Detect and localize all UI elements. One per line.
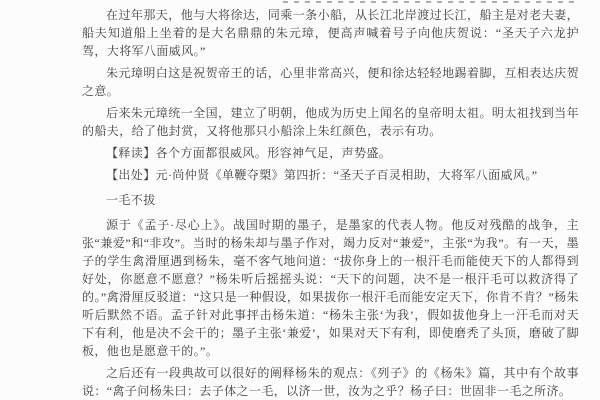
story-bafengweifeng-ending: 后来朱元璋统一全国，建立了明朝，他成为历史上闻名的皇帝明太祖。明太祖找到当年的船夫，给了他封赏，又将他那只小船涂上朱红颜色，表示有功。 [82,106,579,138]
idiom-heading-yimaobuba: 一毛不拔 [106,193,156,207]
shidu-note: 【释读】各个方面都很威风。形容神气足，声势盛。 [106,146,392,160]
story-bafengweifeng-reaction: 朱元璋明白这是祝贺帝王的话，心里非常高兴，便和徐达轻轻地踢着脚，互相表达庆贺之意。 [82,66,579,98]
story-bafengweifeng-boat: 在过年那天，他与大将徐达，同乘一条小船，从长江北岸渡过长江，船主是对老夫妻，船夫知道船上坐着的是大名鼎鼎的朱元璋，便高声喊着号子向他庆贺说：“圣天子六龙护驾，大将军八面威风。” [82,8,579,58]
document-body [82,6,579,400]
story-yimaobuba-liezi: 之后还有一段典故可以很好的阐释杨朱的观点：《列子》的《杨朱》篇，其中有个故事说：“禽子问杨朱曰：去子体之一毛，以济一世，汝为之乎？杨子曰：世固非一毛之所济。 [82,366,579,398]
chuchu-note: 【出处】元·尚仲贤《单鞭夺槊》第四折：“圣天子百灵相助，大将军八面威风。” [106,168,538,182]
story-yimaobuba-main: 源于《孟子·尽心上》。战国时期的墨子，是墨家的代表人物。他反对残酷的战争，主张“兼爱”和“非攻”。当时的杨朱却与墨子作对，竭力反对“兼爱”，主张“为我”。有一天，墨子的学生禽滑厘遇到杨朱，毫不客气地问道：“拔你身上的一根汗毛而能使天下的人都得到好处，你愿意不愿意？”杨朱听后摇摇头说：“天下的问题，决不是一根汗毛可以救济得了的。”禽滑厘反驳道：“这只是一种假设，如果拔你一根汗毛而能安定天下，你肯不肯？”杨朱听后默然不语。孟子针对此事抨击杨朱道：“杨朱主张‘为我’，假如拔他身上一汗毛而对天下有利，他是决不会干的；墨子主张‘兼爱’，如果对天下有利，即使磨秃了头顶，磨破了脚板，他也是愿意干的。”。 [82,218,579,358]
clipped-text-remnant [283,1,575,3]
